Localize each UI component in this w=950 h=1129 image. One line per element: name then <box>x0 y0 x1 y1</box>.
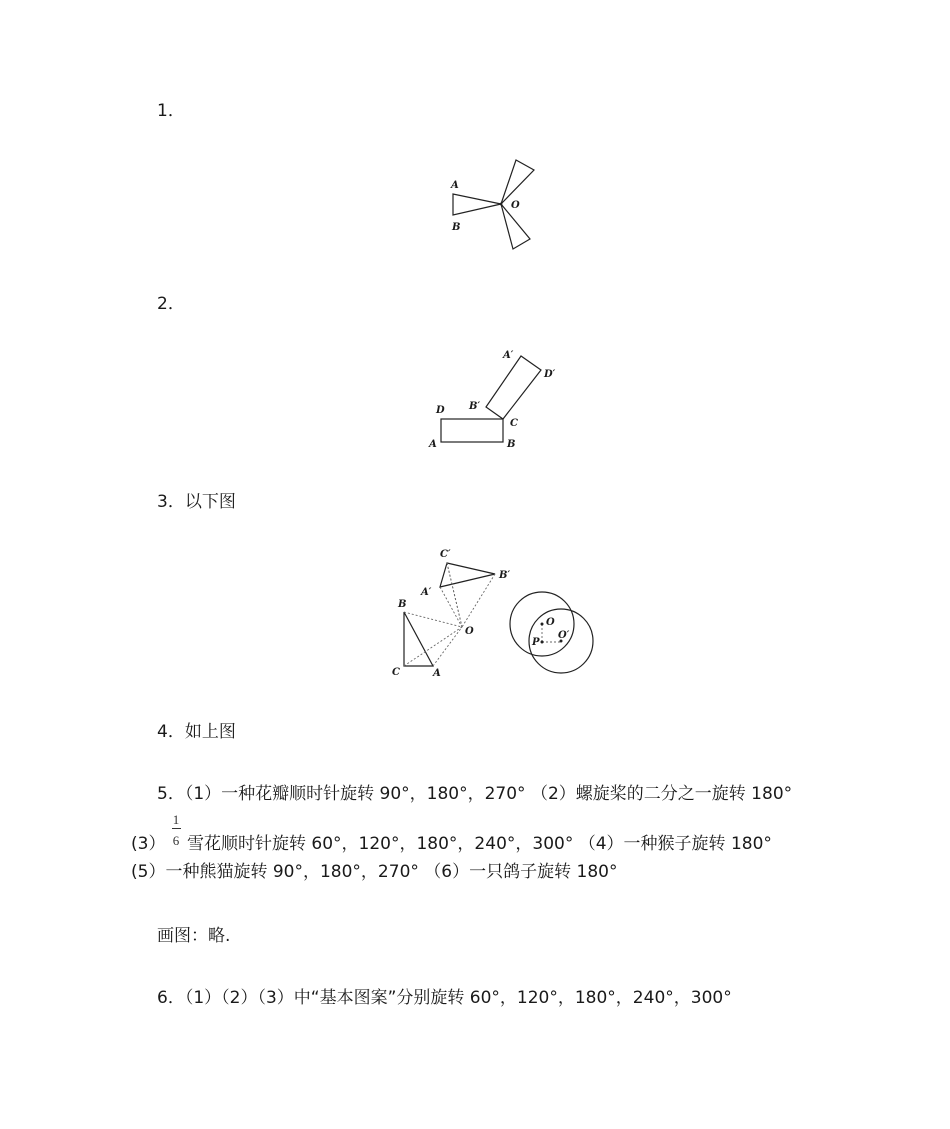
fig3-label-B-prime: B′ <box>499 570 511 581</box>
fig2-label-A: A <box>429 439 437 450</box>
fig3-label-O-prime: O′ <box>558 630 570 641</box>
fig3-label-O-circle: O <box>546 617 555 628</box>
q4-label: 4．如上图 <box>157 722 236 742</box>
fig3-label-A-prime: A′ <box>421 587 432 598</box>
q5-draw-note: 画图：略. <box>157 926 231 946</box>
fig2-label-A-prime: A′ <box>503 350 514 361</box>
fig2-label-D: D <box>436 405 445 416</box>
q5-fraction-numerator: 1 <box>172 812 180 827</box>
figure-2-rotated-rectangle <box>420 340 570 455</box>
q5-line-2-prefix: (3） <box>131 834 166 854</box>
fig2-label-C: C <box>510 418 518 429</box>
q5-line-3: (5）一种熊猫旋转 90°，180°，270° （6）一只鸽子旋转 180° <box>131 862 618 882</box>
q5-line-1: 5．（1）一种花瓣顺时针旋转 90°，180°，270° （2）螺旋桨的二分之一旋转 180° <box>157 784 793 804</box>
q1-label: 1． <box>157 101 185 121</box>
fig2-label-B: B <box>507 439 516 450</box>
q6-line: 6．（1）（2）（3）中“基本图案”分别旋转 60°，120°，180°，240°，300° <box>157 988 732 1008</box>
fig1-label-O: O <box>511 200 520 211</box>
fig3-label-P: P <box>532 637 540 648</box>
q5-fraction-bar <box>172 828 181 829</box>
fig3-label-O: O <box>465 626 474 637</box>
fig2-label-B-prime: B′ <box>469 401 481 412</box>
fig3-label-B: B <box>398 599 407 610</box>
q3-label: 3．以下图 <box>157 492 236 512</box>
q5-line-2: 雪花顺时针旋转 60°，120°，180°，240°，300° （4）一种猴子旋转 180° <box>187 834 772 854</box>
fig1-label-B: B <box>452 222 461 233</box>
figure-1-rotated-triangles <box>440 150 550 260</box>
fig1-label-A: A <box>451 180 459 191</box>
fig3-label-A: A <box>433 668 441 679</box>
q5-fraction-denominator: 6 <box>172 833 180 848</box>
fig3-label-C: C <box>392 667 400 678</box>
fig3-label-C-prime: C′ <box>440 549 451 560</box>
figure-3-rotation-construction <box>385 540 605 685</box>
fig2-label-D-prime: D′ <box>544 369 556 380</box>
q2-label: 2． <box>157 294 185 314</box>
